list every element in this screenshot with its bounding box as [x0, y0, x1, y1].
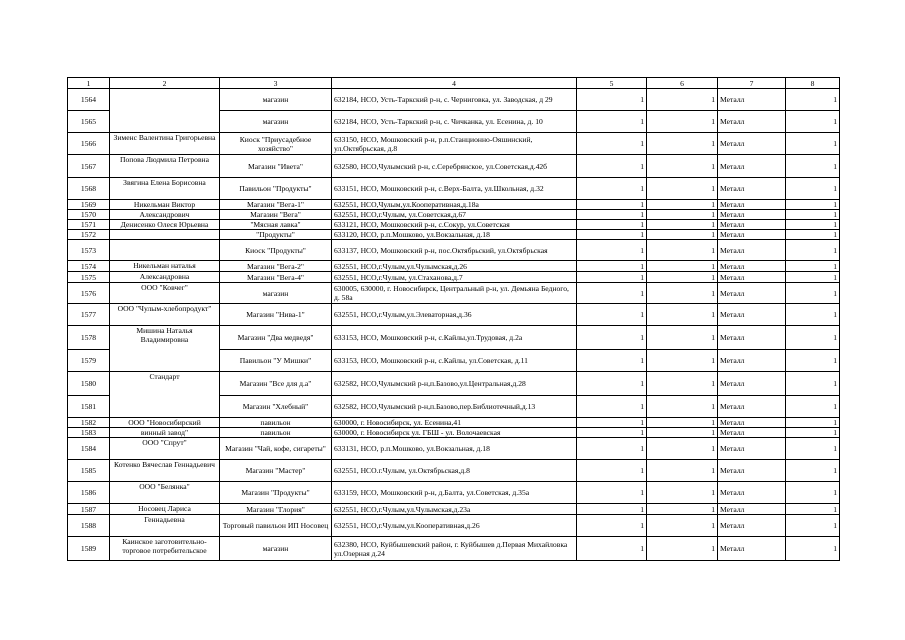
owner-cell: Звягина Елена Борисовна — [110, 178, 220, 200]
count-cell: 1 — [577, 133, 647, 155]
outlet-cell: "Продукты" — [220, 230, 332, 240]
count-cell: 1 — [577, 89, 647, 111]
row-number: 1584 — [68, 438, 110, 460]
owner-cell: ООО "Спрут" — [110, 438, 220, 460]
count-cell: 1 — [786, 89, 840, 111]
outlet-cell: Магазин "Два медведя" — [220, 326, 332, 350]
outlet-cell: Магазин "Хлебный" — [220, 396, 332, 418]
material-cell: Металл — [718, 111, 786, 133]
owner-cell: Мишина Наталья Владимировна — [110, 326, 220, 372]
count-cell: 1 — [786, 428, 840, 438]
column-number: 2 — [110, 78, 220, 89]
outlet-cell: "Мясная лавка" — [220, 220, 332, 230]
count-cell: 1 — [577, 240, 647, 261]
owner-cell: Александровна — [110, 272, 220, 283]
count-cell: 1 — [786, 220, 840, 230]
outlet-cell: Магазин "Вега-1" — [220, 200, 332, 210]
row-number: 1564 — [68, 89, 110, 111]
material-cell: Металл — [718, 283, 786, 304]
count-cell: 1 — [647, 515, 718, 537]
count-cell: 1 — [577, 111, 647, 133]
material-cell: Металл — [718, 460, 786, 482]
count-cell: 1 — [786, 200, 840, 210]
material-cell: Металл — [718, 396, 786, 418]
outlet-cell: Павильон "Продукты" — [220, 178, 332, 200]
table-row — [68, 460, 840, 482]
owner-cell: Котенко Вячеслав Геннадьевич — [110, 460, 220, 482]
count-cell: 1 — [647, 372, 718, 396]
address-cell: 632551, НСО.г.Чулым, ул.Октябрьская,д.8 — [332, 460, 577, 482]
address-cell: 632551, НСО,г.Чулым, ул.Стаханова,д.7 — [332, 272, 577, 283]
material-cell: Металл — [718, 326, 786, 350]
owner-cell: Каинское заготовительно-торговое потребительское — [110, 537, 220, 561]
column-number: 5 — [577, 78, 647, 89]
address-cell: 632551, НСО,г.Чулым,ул.Элеваторная,д.36 — [332, 304, 577, 326]
owner-cell — [110, 89, 220, 133]
address-cell: 633159, НСО, Мошковский р-н, д.Балта, ул.Советская, д.35а — [332, 482, 577, 504]
table-row — [68, 178, 840, 200]
count-cell: 1 — [647, 326, 718, 350]
address-cell: 633153, НСО, Мошковский р-н, с.Кайлы,ул.Трудовая, д.2а — [332, 326, 577, 350]
material-cell: Металл — [718, 418, 786, 428]
count-cell: 1 — [647, 230, 718, 240]
outlet-cell: Павильон "У Мишки" — [220, 350, 332, 372]
row-number: 1566 — [68, 133, 110, 155]
material-cell: Металл — [718, 240, 786, 261]
address-cell: 633120, НСО, р.п.Мошково, ул.Вокзальная, д.18 — [332, 230, 577, 240]
row-number: 1586 — [68, 482, 110, 504]
outlet-cell: Торговый павильон ИП Носовец — [220, 515, 332, 537]
address-cell: 633150, НСО, Мошковский р-н, р.п.Станционно-Ояшинский, ул.Октябрьская, д.8 — [332, 133, 577, 155]
count-cell: 1 — [786, 111, 840, 133]
address-cell: 632184, НСО, Усть-Таркский р-н, с. Чичканка, ул. Есенина, д. 10 — [332, 111, 577, 133]
count-cell: 1 — [577, 418, 647, 428]
count-cell: 1 — [786, 515, 840, 537]
count-cell: 1 — [786, 326, 840, 350]
outlet-cell: магазин — [220, 283, 332, 304]
count-cell: 1 — [647, 155, 718, 178]
row-number: 1571 — [68, 220, 110, 230]
address-cell: 632582, НСО,Чулымский р-н,п.Базово,пер.Библиотечный,д.13 — [332, 396, 577, 418]
row-number: 1565 — [68, 111, 110, 133]
count-cell: 1 — [577, 283, 647, 304]
outlet-cell: магазин — [220, 89, 332, 111]
material-cell: Металл — [718, 272, 786, 283]
column-number: 1 — [68, 78, 110, 89]
outlet-cell: магазин — [220, 111, 332, 133]
count-cell: 1 — [647, 428, 718, 438]
material-cell: Металл — [718, 89, 786, 111]
owner-cell: ООО "Новосибирский — [110, 418, 220, 428]
owner-cell: Зименс Валентина Григорьевна — [110, 133, 220, 155]
row-number: 1568 — [68, 178, 110, 200]
count-cell: 1 — [647, 396, 718, 418]
register-sheet — [67, 77, 840, 561]
count-cell: 1 — [647, 89, 718, 111]
owner-cell: Геннадьевна — [110, 515, 220, 537]
owner-cell: ООО "Белянка" — [110, 482, 220, 504]
table-row — [68, 283, 840, 304]
address-cell: 632551, НСО,г.Чулым, ул.Советская,д.67 — [332, 210, 577, 220]
row-number: 1570 — [68, 210, 110, 220]
count-cell: 1 — [786, 460, 840, 482]
address-cell: 632551, НСО,Чулым,ул.Кооперативная,д.18а — [332, 200, 577, 210]
table-row — [68, 200, 840, 210]
material-cell: Металл — [718, 428, 786, 438]
column-number: 8 — [786, 78, 840, 89]
count-cell: 1 — [786, 210, 840, 220]
column-number: 6 — [647, 78, 718, 89]
address-cell: 633131, НСО, р.п.Мошково, ул.Вокзальная, д.18 — [332, 438, 577, 460]
count-cell: 1 — [577, 350, 647, 372]
count-cell: 1 — [577, 460, 647, 482]
material-cell: Металл — [718, 515, 786, 537]
outlet-cell: Магазин "Вега-4" — [220, 272, 332, 283]
table-row — [68, 482, 840, 504]
outlet-cell: павильон — [220, 428, 332, 438]
count-cell: 1 — [647, 111, 718, 133]
material-cell: Металл — [718, 304, 786, 326]
row-number: 1569 — [68, 200, 110, 210]
address-cell: 632380, НСО, Куйбышевский район, г. Куйбышев д.Первая Михайловка ул.Озерная д.24 — [332, 537, 577, 561]
row-number: 1585 — [68, 460, 110, 482]
count-cell: 1 — [577, 372, 647, 396]
count-cell: 1 — [647, 240, 718, 261]
row-number: 1583 — [68, 428, 110, 438]
count-cell: 1 — [647, 482, 718, 504]
table-row — [68, 272, 840, 283]
row-number: 1575 — [68, 272, 110, 283]
count-cell: 1 — [647, 350, 718, 372]
count-cell: 1 — [577, 396, 647, 418]
count-cell: 1 — [577, 220, 647, 230]
count-cell: 1 — [577, 515, 647, 537]
count-cell: 1 — [577, 537, 647, 561]
table-row — [68, 515, 840, 537]
table-row — [68, 304, 840, 326]
outlet-cell: Киоск "Продукты" — [220, 240, 332, 261]
outlet-cell: Магазин "Ивета" — [220, 155, 332, 178]
address-cell: 633151, НСО, Мошковский р-н, с.Верх-Балта, ул.Школьная, д.32 — [332, 178, 577, 200]
table-row — [68, 89, 840, 111]
table-row — [68, 240, 840, 261]
table-row — [68, 326, 840, 350]
count-cell: 1 — [786, 504, 840, 515]
address-cell: 633121, НСО, Мошковский р-н, с.Сокур, ул.Советская — [332, 220, 577, 230]
count-cell: 1 — [577, 482, 647, 504]
count-cell: 1 — [577, 504, 647, 515]
outlet-cell: Магазин "Глория" — [220, 504, 332, 515]
count-cell: 1 — [786, 372, 840, 396]
column-number-header-row — [68, 78, 840, 89]
row-number: 1582 — [68, 418, 110, 428]
table-row — [68, 537, 840, 561]
count-cell: 1 — [647, 200, 718, 210]
table-row — [68, 230, 840, 240]
table-row — [68, 372, 840, 396]
count-cell: 1 — [577, 178, 647, 200]
material-cell: Металл — [718, 200, 786, 210]
count-cell: 1 — [577, 200, 647, 210]
count-cell: 1 — [786, 261, 840, 272]
address-cell: 632580, НСО,Чулымский р-н, с.Серебрянское, ул.Советская,д.42б — [332, 155, 577, 178]
outlet-cell: магазин — [220, 537, 332, 561]
row-number: 1576 — [68, 283, 110, 304]
owner-cell: Стандарт — [110, 372, 220, 418]
owner-cell: Носовец Лариса — [110, 504, 220, 515]
row-number: 1577 — [68, 304, 110, 326]
count-cell: 1 — [786, 272, 840, 283]
count-cell: 1 — [786, 178, 840, 200]
owner-cell: винный завод" — [110, 428, 220, 438]
table-row — [68, 504, 840, 515]
count-cell: 1 — [577, 438, 647, 460]
row-number: 1578 — [68, 326, 110, 350]
column-number: 7 — [718, 78, 786, 89]
owner-cell: Попова Людмила Петровна — [110, 155, 220, 178]
owner-cell: Никельман Виктор — [110, 200, 220, 210]
row-number: 1588 — [68, 515, 110, 537]
row-number: 1573 — [68, 240, 110, 261]
count-cell: 1 — [577, 261, 647, 272]
count-cell: 1 — [647, 133, 718, 155]
count-cell: 1 — [786, 350, 840, 372]
count-cell: 1 — [577, 326, 647, 350]
outlet-cell: Магазин "Вега-2" — [220, 261, 332, 272]
count-cell: 1 — [786, 418, 840, 428]
count-cell: 1 — [647, 261, 718, 272]
material-cell: Металл — [718, 261, 786, 272]
row-number: 1580 — [68, 372, 110, 396]
count-cell: 1 — [786, 133, 840, 155]
row-number: 1574 — [68, 261, 110, 272]
count-cell: 1 — [647, 220, 718, 230]
count-cell: 1 — [577, 230, 647, 240]
count-cell: 1 — [786, 304, 840, 326]
count-cell: 1 — [647, 178, 718, 200]
material-cell: Металл — [718, 210, 786, 220]
outlet-cell: Магазин "Все для д.а" — [220, 372, 332, 396]
count-cell: 1 — [647, 504, 718, 515]
address-cell: 630000, г. Новосибирск ул. ГБШ - ул. Волочаевская — [332, 428, 577, 438]
register-table — [67, 77, 840, 561]
address-cell: 633153, НСО, Мошковский р-н, с.Кайлы, ул.Советская, д.11 — [332, 350, 577, 372]
outlet-cell: Магазин "Нива-1" — [220, 304, 332, 326]
count-cell: 1 — [786, 240, 840, 261]
address-cell: 630005, 630000, г. Новосибирск, Центральный р-н, ул. Демьяна Бедного, д. 58а — [332, 283, 577, 304]
outlet-cell: Киоск "Приусадебное хозяйство" — [220, 133, 332, 155]
table-row — [68, 133, 840, 155]
owner-cell: Александрович — [110, 210, 220, 220]
owner-cell: Денисенко Олеся Юрьевна — [110, 220, 220, 230]
address-cell: 632184, НСО, Усть-Таркский р-н, с. Черниговка, ул. Заводская, д 29 — [332, 89, 577, 111]
owner-cell: ООО "Ковчег" — [110, 283, 220, 304]
material-cell: Металл — [718, 230, 786, 240]
material-cell: Металл — [718, 482, 786, 504]
material-cell: Металл — [718, 537, 786, 561]
row-number: 1581 — [68, 396, 110, 418]
row-number: 1579 — [68, 350, 110, 372]
material-cell: Металл — [718, 438, 786, 460]
count-cell: 1 — [647, 304, 718, 326]
owner-cell — [110, 240, 220, 261]
count-cell: 1 — [647, 283, 718, 304]
owner-cell: Никельман наталья — [110, 261, 220, 272]
row-number: 1589 — [68, 537, 110, 561]
table-row — [68, 428, 840, 438]
table-row — [68, 261, 840, 272]
count-cell: 1 — [577, 210, 647, 220]
material-cell: Металл — [718, 372, 786, 396]
material-cell: Металл — [718, 504, 786, 515]
count-cell: 1 — [786, 396, 840, 418]
column-number: 3 — [220, 78, 332, 89]
count-cell: 1 — [786, 155, 840, 178]
table-row — [68, 210, 840, 220]
count-cell: 1 — [647, 438, 718, 460]
count-cell: 1 — [647, 418, 718, 428]
outlet-cell: Магазин "Вега" — [220, 210, 332, 220]
address-cell: 632551, НСО,г.Чулым,ул.Чулымская,д.23а — [332, 504, 577, 515]
address-cell: 632582, НСО,Чулымский р-н,п.Базово,ул.Центральная,д.28 — [332, 372, 577, 396]
count-cell: 1 — [577, 272, 647, 283]
count-cell: 1 — [786, 482, 840, 504]
address-cell: 630000, г. Новосибирск, ул. Есенина,41 — [332, 418, 577, 428]
address-cell: 632551, НСО,г.Чулым,ул.Чулымская,д.26 — [332, 261, 577, 272]
column-number: 4 — [332, 78, 577, 89]
owner-cell — [110, 230, 220, 240]
address-cell: 633137, НСО, Мошковский р-н, пос.Октябрьский, ул.Октябрьская — [332, 240, 577, 261]
row-number: 1567 — [68, 155, 110, 178]
material-cell: Металл — [718, 220, 786, 230]
row-number: 1587 — [68, 504, 110, 515]
count-cell: 1 — [647, 272, 718, 283]
table-row — [68, 220, 840, 230]
material-cell: Металл — [718, 350, 786, 372]
count-cell: 1 — [647, 210, 718, 220]
count-cell: 1 — [786, 537, 840, 561]
count-cell: 1 — [786, 438, 840, 460]
outlet-cell: павильон — [220, 418, 332, 428]
owner-cell: ООО "Чулым-хлебопродукт" — [110, 304, 220, 326]
table-row — [68, 438, 840, 460]
table-row — [68, 418, 840, 428]
count-cell: 1 — [647, 537, 718, 561]
address-cell: 632551, НСО,г.Чулым,ул.Кооперативная,д.26 — [332, 515, 577, 537]
outlet-cell: Магазин "Чай, кофе, сигареты" — [220, 438, 332, 460]
count-cell: 1 — [786, 230, 840, 240]
count-cell: 1 — [786, 283, 840, 304]
material-cell: Металл — [718, 178, 786, 200]
table-row — [68, 155, 840, 178]
row-number: 1572 — [68, 230, 110, 240]
material-cell: Металл — [718, 155, 786, 178]
outlet-cell: Магазин "Мастер" — [220, 460, 332, 482]
count-cell: 1 — [577, 428, 647, 438]
material-cell: Металл — [718, 133, 786, 155]
count-cell: 1 — [577, 304, 647, 326]
count-cell: 1 — [647, 460, 718, 482]
outlet-cell: Магазин "Продукты" — [220, 482, 332, 504]
count-cell: 1 — [577, 155, 647, 178]
